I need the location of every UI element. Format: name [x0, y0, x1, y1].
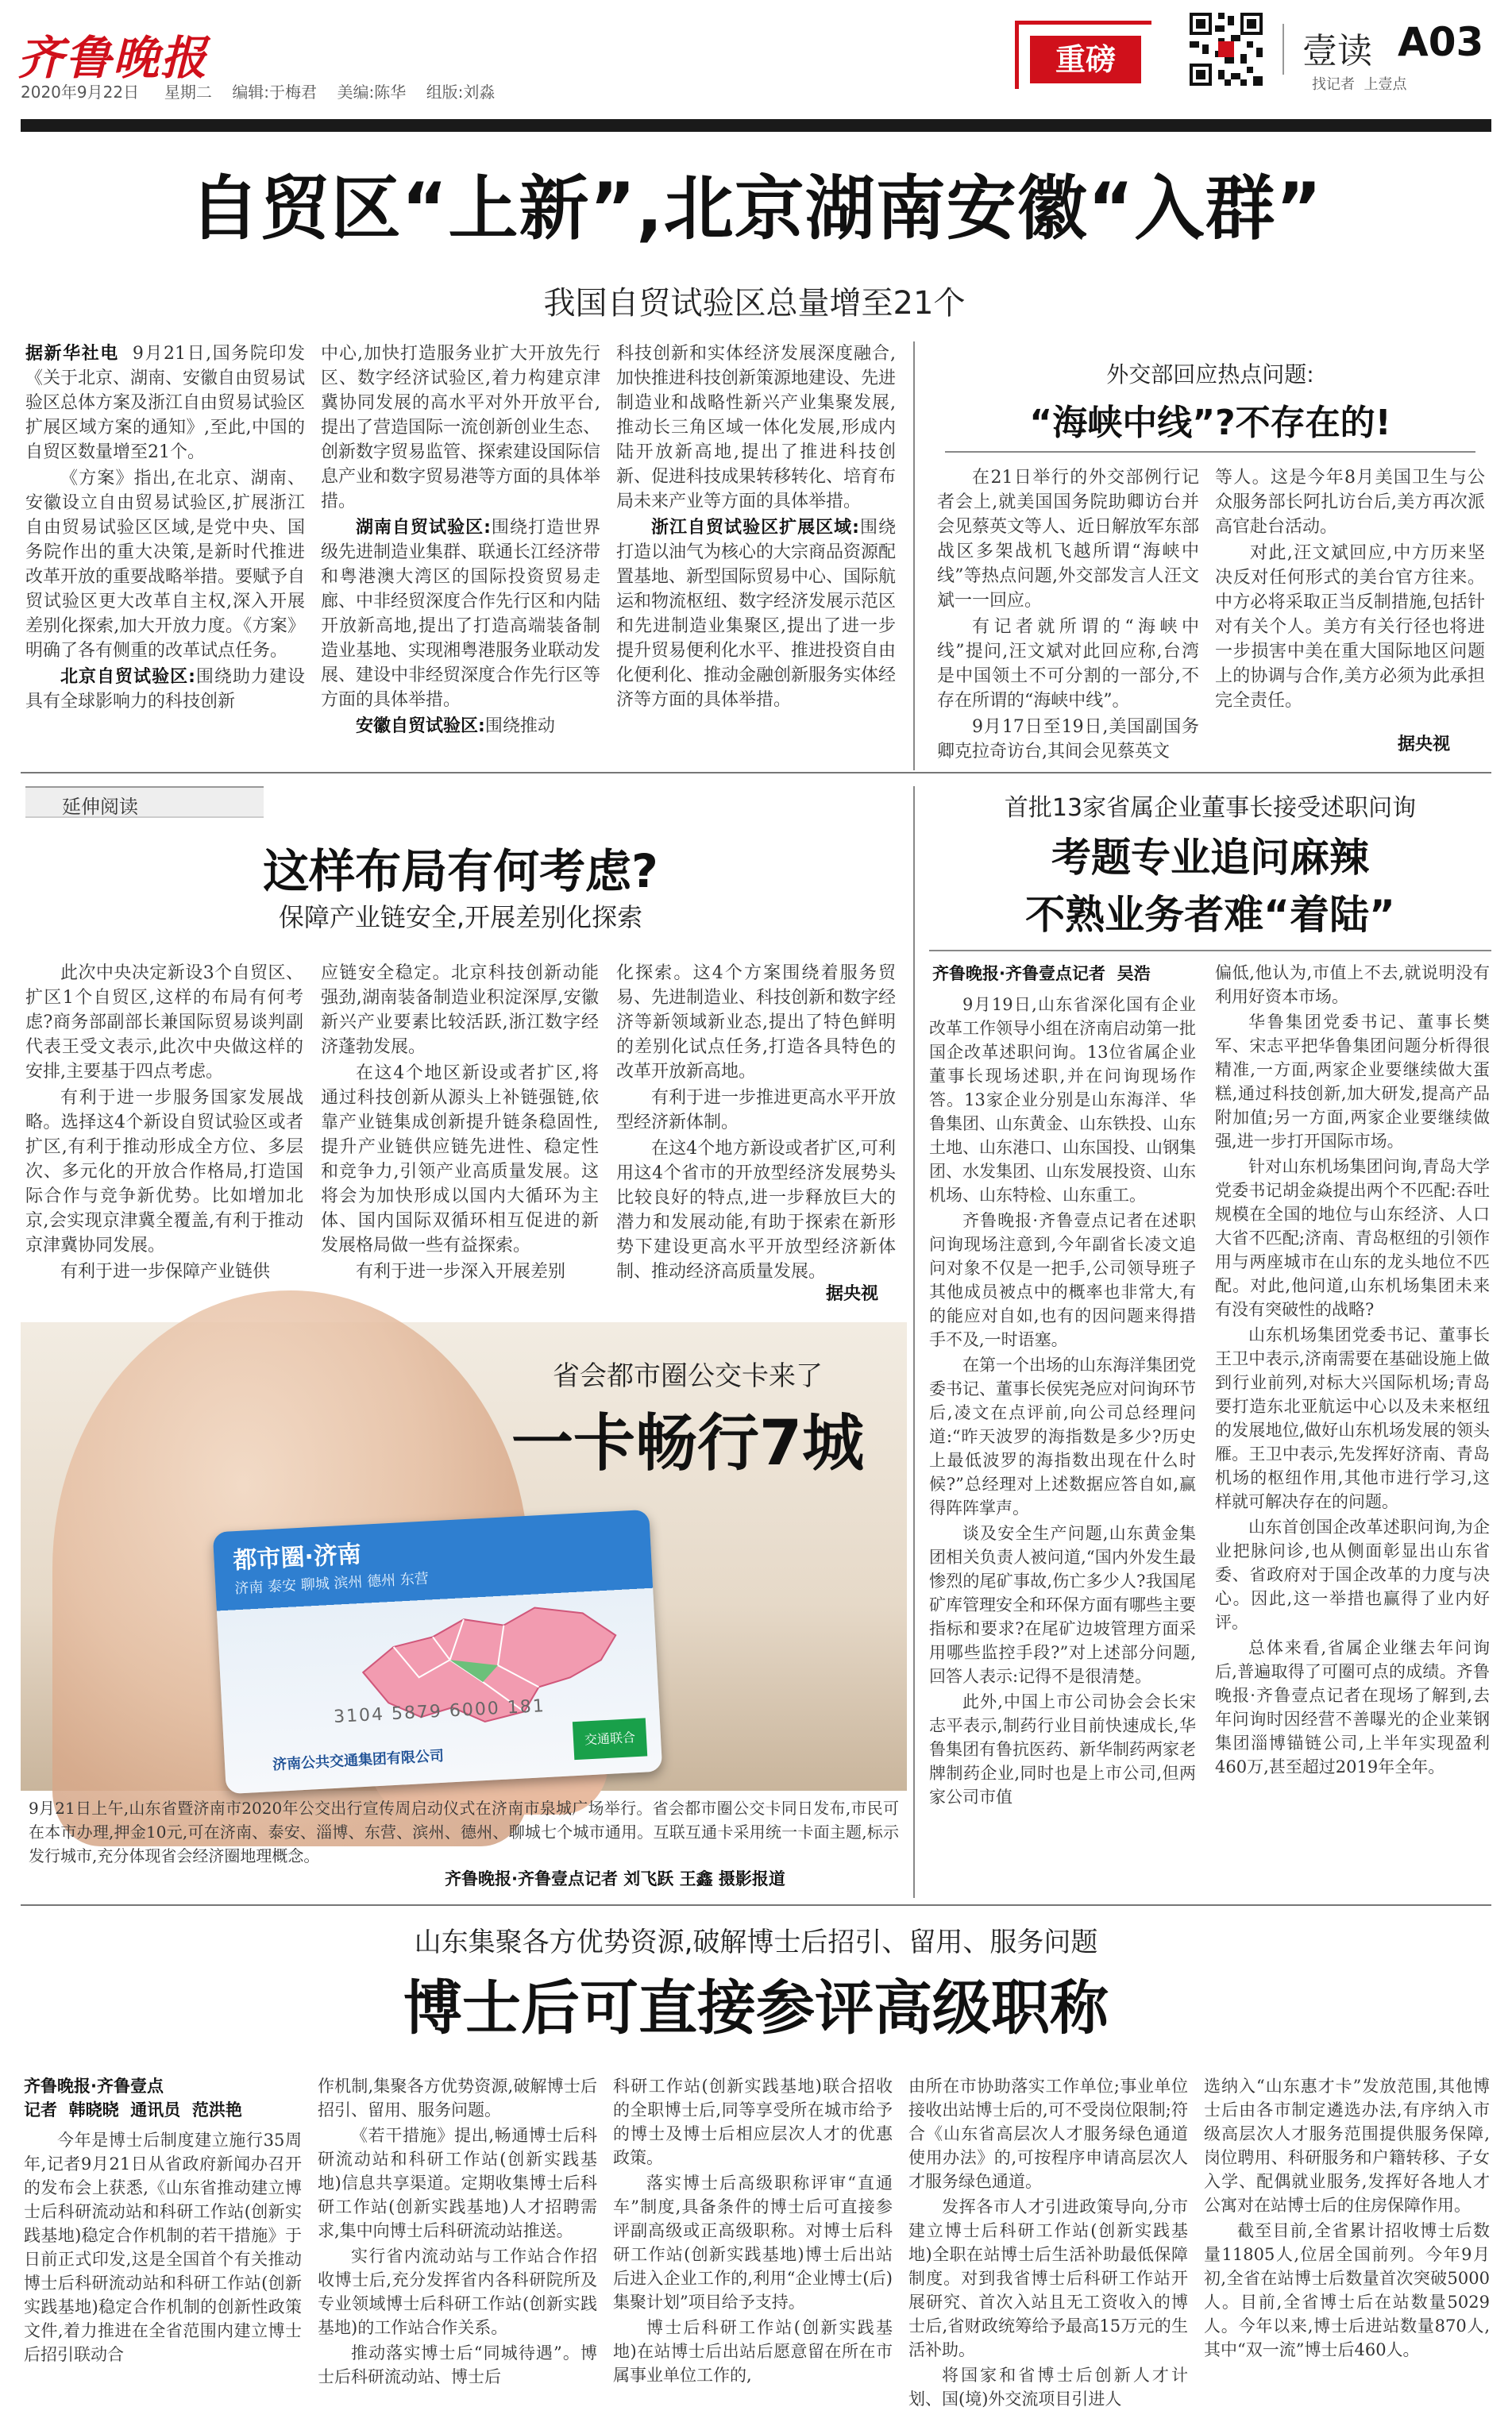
page-name: 壹读 — [1302, 31, 1372, 71]
extended-paragraph: 在这4个地区新设或者扩区,将通过科技创新从源头上补链强链,依靠产业链集成创新提升链条稳固性,提升产业链供应链先进性、稳定性和竞争力,引领产业高质量发展。这将会为加快形成以国内大循环为主体、国内国际双循环相互促进的新发展格局做一些有益探索。 — [321, 1063, 599, 1256]
postdoc-col-2 — [318, 2074, 597, 2424]
postdoc-byline — [24, 2074, 302, 2122]
lead-paragraph: 围绕助力建设具有全球影响力的科技创新 — [25, 667, 305, 712]
postdoc-paragraph: 作机制,集聚各方优势资源,破解博士后招引、留用、服务问题。 — [318, 2077, 597, 2120]
column-divider — [913, 341, 915, 770]
section-divider — [21, 1904, 1491, 1906]
extended-headline: 这样布局有何考虑? — [263, 844, 658, 898]
postdoc-paragraph: 由所在市协助落实工作单位;事业单位接收出站博士后的,可不受岗位限制;符合《山东省高层次人才服务绿色通道使用办法》的,可按程序申请高层次人才服务绿色通道。 — [908, 2077, 1188, 2191]
postdoc-paragraph: 博士后科研工作站(创新实践基地)在站博士后出站后愿意留在所在市属事业单位工作的, — [613, 2318, 893, 2385]
postdoc-col-1 — [24, 2128, 302, 2422]
bus-card — [213, 1510, 663, 1794]
lead-paragraph: 科技创新和实体经济发展深度融合,加快推进科技创新策源地建设、先进制造业和战略性新兴产业集聚发展,推动长三角区域一体化发展,形成内陆开放新高地,提出了推进科技创新、促进科技成果转移转化、培育布局未来产业等方面的具体举措。 — [616, 344, 897, 511]
photo-kicker: 省会都市圈公交卡来了 — [553, 1360, 823, 1392]
postdoc-paragraph: 发挥各市人才引进政策导向,分市建立博士后科研工作站(创新实践基地)全职在站博士后生活补助最低保障制度。对到我省博士后科研工作站开展研究、首次入站且无工资收入的博士后,省财政统筹给予最高15万元的生活补助。 — [908, 2197, 1188, 2359]
extended-credit: 据央视 — [826, 1284, 879, 1304]
editor-credit: 编辑:于梅君 — [232, 83, 318, 102]
news-agency: 据新华社电 — [25, 344, 119, 364]
taiwan-credit: 据央视 — [1398, 735, 1451, 754]
extended-col-1 — [25, 961, 303, 1302]
taiwan-paragraph: 有记者就所谓的“海峡中线”提问,汪文斌对此回应称,台湾是中国领土不可分割的一部分,不存在所谓的“海峡中线”。 — [937, 617, 1199, 711]
postdoc-paragraph: 选纳入“山东惠才卡”发放范围,其他博士后由各市制定遴选办法,有序纳入市级高层次人才服务范围提供服务保障,岗位聘用、科研服务和户籍转移、子女入学、配偶就业服务,发挥好各地人才公寓对在站博士后的住房保障作用。 — [1204, 2077, 1490, 2215]
taiwan-paragraph: 对此,汪文斌回应,中方历来坚决反对任何形式的美台官方往来。中方必将采取正当反制措施,包括针对有关个人。美方有关行径也将进一步损害中美在重大国际地区问题上的协调与合作,美方必须为此承担完全责任。 — [1215, 543, 1485, 711]
photo-credit: 齐鲁晚报·齐鲁壹点记者 刘飞跃 王鑫 摄影报道 — [445, 1869, 785, 1888]
bus-card-photo — [21, 1322, 907, 1791]
page-number: A03 — [1398, 19, 1484, 65]
card-brand: 都市圈·济南 — [232, 1540, 362, 1576]
extended-col-2 — [321, 961, 599, 1302]
extended-subhead: 保障产业链安全,开展差别化探索 — [278, 902, 643, 932]
designer-credit: 美编:陈华 — [337, 83, 407, 102]
lead-subtitle-beijing: 北京自贸试验区: — [60, 667, 195, 687]
masthead-info-line — [21, 79, 495, 102]
postdoc-paragraph: 《若干措施》提出,畅通博士后科研流动站和科研工作站(创新实践基地)信息共享渠道。定期收集博士后科研工作站(创新实践基地)人才招聘需求,集中向博士后科研流动站推送。 — [318, 2126, 597, 2240]
postdoc-paragraph: 截至目前,全省累计招收博士后数量11805人,位居全国前列。今年9月初,全省在站博士后数量首次突破5000人。目前,全省博士后在站数量5029人。今年以来,博士后进站数量870人,其中“双一流”博士后460人。 — [1204, 2221, 1490, 2359]
lead-paragraph: 中心,加快打造服务业扩大开放先行区、数字经济试验区,着力构建京津冀协同发展的高水平对外开放平台,提出了营造国际一流创新创业生态、创新数字贸易监管、探索建设国际信息产业和数字贸易港等方面的具体举措。 — [321, 344, 601, 511]
newspaper-logo: 齐鲁晚报 — [17, 31, 209, 85]
postdoc-paragraph: 实行省内流动站与工作站合作招收博士后,充分发挥省内各科研院所及专业领域博士后科研工作站(创新实践基地)的工作站合作关系。 — [318, 2247, 597, 2337]
extended-paragraph: 有利于进一步服务国家发展战略。选择这4个新设自贸试验区或者扩区,有利于推动形成全方位、多层次、多元化的开放合作格局,打造国际合作与竞争新优势。比如增加北京,会实现京津冀全覆盖,有利于推动京津冀协同发展。 — [25, 1088, 303, 1256]
taiwan-kicker: 外交部回应热点问题: — [1106, 361, 1314, 388]
soe-headline-1: 考题专业追问麻辣 — [1051, 835, 1369, 881]
lead-subtitle-zhejiang: 浙江自贸试验区扩展区域: — [651, 518, 859, 538]
lead-col-1 — [25, 341, 305, 754]
photo-headline: 一卡畅行7城 — [511, 1408, 865, 1479]
taiwan-col-2 — [1215, 465, 1485, 712]
postdoc-paragraph: 推动落实博士后“同城待遇”。博士后科研流动站、博士后 — [318, 2343, 597, 2386]
lead-headline: 自贸区“上新”,北京湖南安徽“入群” — [189, 168, 1323, 249]
lead-col-3 — [616, 341, 896, 754]
postdoc-col-3 — [613, 2074, 893, 2424]
postdoc-byline-reporters: 记者 韩晓晓 通讯员 范洪艳 — [24, 2100, 242, 2120]
soe-paragraph: 9月19日,山东省深化国有企业改革工作领导小组在济南启动第一批国企改革述职问询。13位省属企业董事长现场述职,并在问询现场作答。13家企业分别是山东海洋、华鲁集团、山东黄金、山东铁投、山东土地、山东港口、山东国投、山钢集团、水发集团、山东发展投资、山东机场、山东特检、山东重工。 — [929, 995, 1196, 1205]
postdoc-headline: 博士后可直接参评高级职称 — [403, 1974, 1109, 2042]
soe-paragraph: 总体来看,省属企业继去年问询后,普遍取得了可圈可点的成绩。齐鲁晚报·齐鲁壹点记者在现场了解到,去年问询时因经营不善曝光的企业莱钢集团淄博锚链公司,上半年实现盈利460万,甚至超过2019年全年。 — [1215, 1638, 1490, 1776]
soe-headline-2: 不熟业务者难“着陆” — [1025, 892, 1395, 938]
soe-rule — [929, 950, 1491, 951]
extended-paragraph: 在这4个地方新设或者扩区,可利用这4个省市的开放型经济发展势头比较良好的特点,进一步释放巨大的潜力和发展动能,有助于探索在新形势下建设更高水平开放型经济新体制、推动经济高质量发展。 — [616, 1139, 896, 1282]
extended-paragraph: 化探索。这4个方案围绕着服务贸易、先进制造业、科技创新和数字经济等新领域新业态,提出了特色鲜明的差别化试点任务,打造各具特色的改革开放新高地。 — [616, 963, 897, 1082]
section-divider — [21, 772, 1491, 773]
postdoc-kicker: 山东集聚各方优势资源,破解博士后招引、留用、服务问题 — [414, 1927, 1098, 1958]
extended-paragraph: 此次中央决定新设3个自贸区、扩区1个自贸区,这样的布局有何考虑?商务部副部长兼国际贸易谈判副代表王受文表示,此次中央做这样的安排,主要基于四点考虑。 — [25, 963, 303, 1082]
soe-col-1 — [929, 993, 1196, 1898]
extended-paragraph: 有利于进一步推进更高水平开放型经济新体制。 — [616, 1088, 897, 1132]
extended-col-3 — [616, 961, 897, 1282]
lead-paragraph: 围绕推动 — [484, 716, 555, 736]
masthead-divider — [1282, 24, 1284, 75]
taiwan-paragraph: 等人。这是今年8月美国卫生与公众服务部长阿扎访台后,美方再次派高官赴台活动。 — [1215, 468, 1485, 537]
qr-code-icon[interactable] — [1186, 10, 1266, 89]
soe-byline: 齐鲁晚报·齐鲁壹点记者 吴浩 — [932, 964, 1151, 983]
card-cities: 济南 泰安 聊城 滨州 德州 东营 — [233, 1570, 430, 1598]
photo-caption: 9月21日上午,山东省暨济南市2020年公交出行宣传周启动仪式在济南市泉城广场举行。省会都市圈公交卡同日发布,市民可在本市办理,押金10元,可在济南、泰安、淄博、东营、滨州、德州、聊城七个城市通用。互联互通卡采用统一卡面主题,标示发行城市,充分体现省会经济圈地理概念。 — [29, 1799, 899, 1865]
card-company: 济南公共交通集团有限公司 — [272, 1747, 445, 1774]
soe-paragraph: 山东首创国企改革述职问询,为企业把脉问诊,也从侧面彰显出山东省委、省政府对于国企改革的力度与决心。因此,这一举措也赢得了业内好评。 — [1215, 1518, 1490, 1632]
taiwan-paragraph: 在21日举行的外交部例行记者会上,就美国国务院助卿访台并会见蔡英文等人、近日解放军东部战区多架战机飞越所谓“海峡中线”等热点问题,外交部发言人汪文斌一一回应。 — [937, 468, 1200, 611]
soe-paragraph: 偏低,他认为,市值上不去,就说明没有利用好资本市场。 — [1215, 963, 1490, 1006]
soe-paragraph: 山东机场集团党委书记、董事长王卫中表示,济南需要在基础设施上做到行业前列,对标大兴国际机场;青岛要打造东北亚航运中心以及未来枢纽的发展地位,做好山东机场发展的领头雁。王卫中表示,先发挥好济南、青岛机场的枢纽作用,其他市进行学习,这样就可解决存在的问题。 — [1215, 1325, 1490, 1511]
taiwan-paragraph: 9月17日至19日,美国副国务卿克拉奇访台,其间会见蔡英文 — [937, 717, 1199, 762]
lead-paragraph: 9月21日,国务院印发《关于北京、湖南、安徽自由贸易试验区总体方案及浙江自由贸易试验区扩展区域方案的通知》,至此,中国的自贸区数量增至21个。 — [25, 344, 306, 462]
soe-paragraph: 在第一个出场的山东海洋集团党委书记、董事长侯宪尧应对问询环节后,凌文在点评前,向公司总经理问道:“昨天波罗的海指数是多少?历史上最低波罗的海指数出现在什么时候?”总经理对上述数据应答自如,赢得阵阵掌声。 — [929, 1356, 1196, 1518]
extended-paragraph: 有利于进一步深入开展差别 — [356, 1262, 566, 1282]
masthead — [0, 0, 1512, 135]
taiwan-headline: “海峡中线”?不存在的! — [1029, 403, 1391, 443]
extended-paragraph: 应链安全稳定。北京科技创新动能强劲,湖南装备制造业积淀深厚,安徽新兴产业要素比较活跃,浙江数字经济蓬勃发展。 — [321, 963, 599, 1057]
lead-paragraph: 围绕打造以油气为核心的大宗商品资源配置基地、新型国际贸易中心、国际航运和物流枢纽、数字经济发展示范区和先进制造业集聚区,提出了进一步提升贸易便利化水平、推进投资自由化便利化、推动金融创新服务实体经济等方面的具体举措。 — [616, 518, 897, 710]
soe-paragraph: 齐鲁晚报·齐鲁壹点记者在述职问询现场注意到,今年副省长凌文追问对象不仅是一把手,公司领导班子其他成员被点中的概率也非常大,有的能应对自如,也有的因问题来得措手不及,一时语塞。 — [929, 1211, 1196, 1349]
soe-paragraph: 针对山东机场集团问询,青岛大学党委书记胡金焱提出两个不匹配:吞吐规模在全国的地位与山东经济、人口大省不匹配;济南、青岛枢纽的引领作用与两座城市在山东的龙头地位不匹配。对此,他问道,山东机场集团未来有没有突破性的战略? — [1215, 1157, 1490, 1319]
soe-kicker: 首批13家省属企业董事长接受述职问询 — [1004, 794, 1417, 822]
taiwan-col-1 — [937, 465, 1200, 762]
issue-weekday: 星期二 — [164, 83, 212, 102]
postdoc-paragraph: 将国家和省博士后创新人才计划、国(境)外交流项目引进人 — [908, 2366, 1188, 2409]
extended-label-box — [25, 786, 264, 818]
soe-paragraph: 此外,中国上市公司协会会长宋志平表示,制药行业目前快速成长,华鲁集团有鲁抗医药、新华制药两家老牌制药企业,同时也是上市公司,但两家公司市值 — [929, 1692, 1196, 1807]
column-divider — [913, 786, 915, 1898]
extended-label: 延伸阅读 — [62, 796, 138, 818]
lead-paragraph: 《方案》指出,在北京、湖南、安徽设立自由贸易试验区,扩展浙江自由贸易试验区区域,是党中央、国务院作出的重大决策,是新时代推进改革开放的重要战略举措。要赋予自贸试验区更大改革自主权,深入开展差别化探索,加大开放力度。《方案》明确了各有侧重的改革试点任务。 — [25, 469, 306, 661]
qr-hint: 找记者 上壹点 — [1312, 76, 1407, 93]
section-badge: 重磅 — [1030, 36, 1141, 83]
lead-subtitle-anhui: 安徽自贸试验区: — [356, 716, 485, 736]
issue-date: 2020年9月22日 — [21, 83, 140, 102]
section-flag — [1015, 21, 1151, 89]
card-number: 3104 5879 6000 181 — [333, 1696, 546, 1727]
postdoc-byline-outlet: 齐鲁晚报·齐鲁壹点 — [24, 2077, 164, 2096]
taiwan-rule — [945, 451, 1475, 453]
postdoc-col-4 — [908, 2074, 1188, 2424]
soe-col-2 — [1215, 961, 1490, 1898]
soe-paragraph: 华鲁集团党委书记、董事长樊军、宋志平把华鲁集团问题分析得很精准,一方面,两家企业要继续做大蛋糕,通过科技创新,加大研发,提高产品附加值;另一方面,两家企业要继续做强,进一步打开国际市场。 — [1215, 1013, 1490, 1151]
lead-col-2 — [321, 341, 600, 754]
extended-paragraph: 有利于进一步保障产业链供 — [60, 1262, 271, 1282]
postdoc-col-5 — [1204, 2074, 1490, 2424]
lead-subhead: 我国自贸试验区总量增至21个 — [543, 285, 966, 322]
postdoc-paragraph: 科研工作站(创新实践基地)联合招收的全职博士后,同等享受所在城市给予的博士及博士后相应层次人才的优惠政策。 — [613, 2077, 893, 2167]
lead-subtitle-hunan: 湖南自贸试验区: — [356, 518, 491, 538]
layout-credit: 组版:刘淼 — [426, 83, 496, 102]
soe-paragraph: 谈及安全生产问题,山东黄金集团相关负责人被问道,“国内外发生最惨烈的尾矿事故,伤亡多少人?我国尾矿库管理安全和环保方面有哪些主要指标和要求?在尾矿边坡管理方面采用哪些监控手段?”对上述部分问题,回答人表示:记得不是很清楚。 — [929, 1524, 1196, 1686]
lead-paragraph: 围绕打造世界级先进制造业集群、联通长江经济带和粤港澳大湾区的国际投资贸易走廊、中非经贸深度合作先行区和内陆开放新高地,提出了打造高端装备制造业基地、实现湘粤港服务业联动发展、建设中非经贸深度合作先行区等方面的具体举措。 — [321, 518, 601, 710]
postdoc-paragraph: 今年是博士后制度建立施行35周年,记者9月21日从省政府新闻办召开的发布会上获悉,《山东省推动建立博士后科研流动站和科研工作站(创新实践基地)稳定合作机制的若干措施》于日前正式印发,这是全国首个有关推动博士后科研流动站和科研工作站(创新实践基地)稳定合作机制的创新性政策文件,着力推进在全省范围内建立博士后招引联动合 — [24, 2131, 302, 2364]
card-badge: 交通联合 — [573, 1718, 647, 1760]
postdoc-paragraph: 落实博士后高级职称评审“直通车”制度,具备条件的博士后可直接参评副高级或正高级职称。对博士后科研工作站(创新实践基地)博士后出站后进入企业工作的,利用“企业博士(后)集聚计划”项目给予支持。 — [613, 2174, 893, 2312]
masthead-rule — [21, 119, 1491, 132]
